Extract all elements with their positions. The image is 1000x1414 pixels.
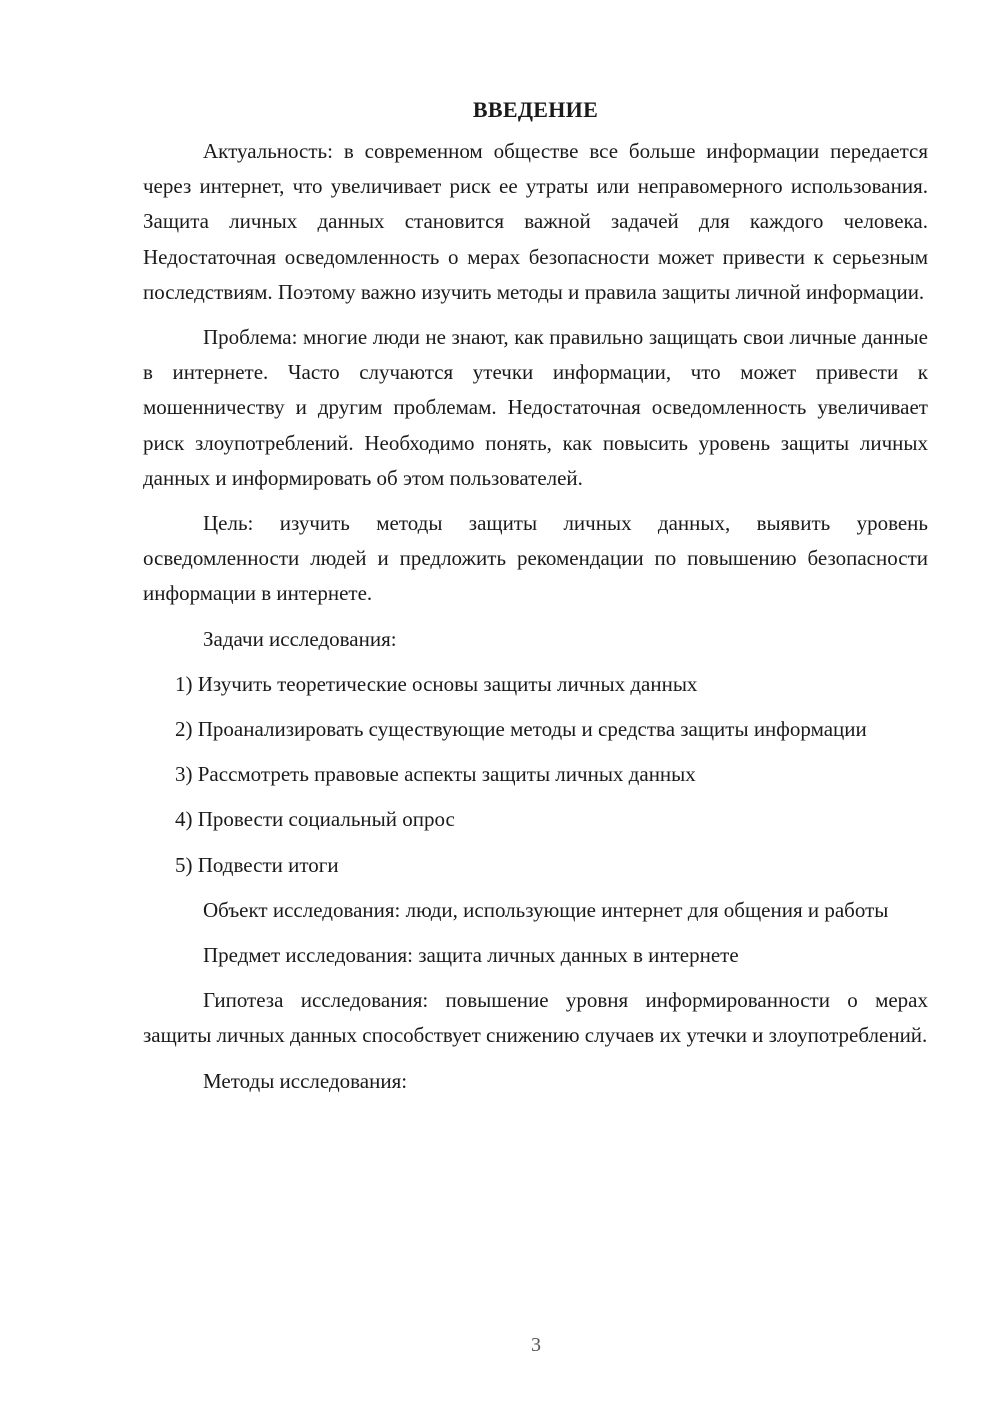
document-page [143, 94, 928, 1109]
paragraph-tasks-heading: Задачи исследования: [203, 626, 397, 651]
task-item-4: 4) Провести социальный опрос [175, 807, 455, 832]
paragraph-problem: Проблема: многие люди не знают, как правильно защищать свои личные данные в интернете. Часто случаются утечки информации, что может привести к мошенничеству и другим проблемам. Недостаточная осведомленность увеличивает риск злоупотреблений. Необходимо понять, как повысить уровень защиты личных данных и информировать об этом пользователей. [143, 325, 928, 490]
paragraph-hypothesis: Гипотеза исследования: повышение уровня информированности о мерах защиты личных данных способствует снижению случаев их утечки и злоупотреблений. [143, 988, 928, 1048]
page-title: ВВЕДЕНИЕ [472, 97, 599, 122]
paragraph-goal: Цель: изучить методы защиты личных данных, выявить уровень осведомленности людей и предложить рекомендации по повышению безопасности информации в интернете. [143, 511, 928, 606]
paragraph-relevance: Актуальность: в современном обществе все больше информации передается через интернет, что увеличивает риск ее утраты или неправомерного использования. Защита личных данных становится важной задачей для каждого человека. Недостаточная осведомленность о мерах безопасности может привести к серьезным последствиям. Поэтому важно изучить методы и правила защиты личной информации. [143, 139, 928, 304]
paragraph-methods: Методы исследования: [203, 1068, 408, 1093]
task-item-3: 3) Рассмотреть правовые аспекты защиты личных данных [175, 762, 696, 787]
task-item-5: 5) Подвести итоги [175, 852, 339, 877]
paragraph-object: Объект исследования: люди, использующие интернет для общения и работы [203, 897, 889, 922]
paragraph-subject: Предмет исследования: защита личных данных в интернете [203, 943, 739, 968]
task-item-1: 1) Изучить теоретические основы защиты личных данных [175, 671, 698, 696]
page-number: 3 [531, 1334, 541, 1356]
task-item-2: 2) Проанализировать существующие методы и средства защиты информации [175, 717, 867, 742]
